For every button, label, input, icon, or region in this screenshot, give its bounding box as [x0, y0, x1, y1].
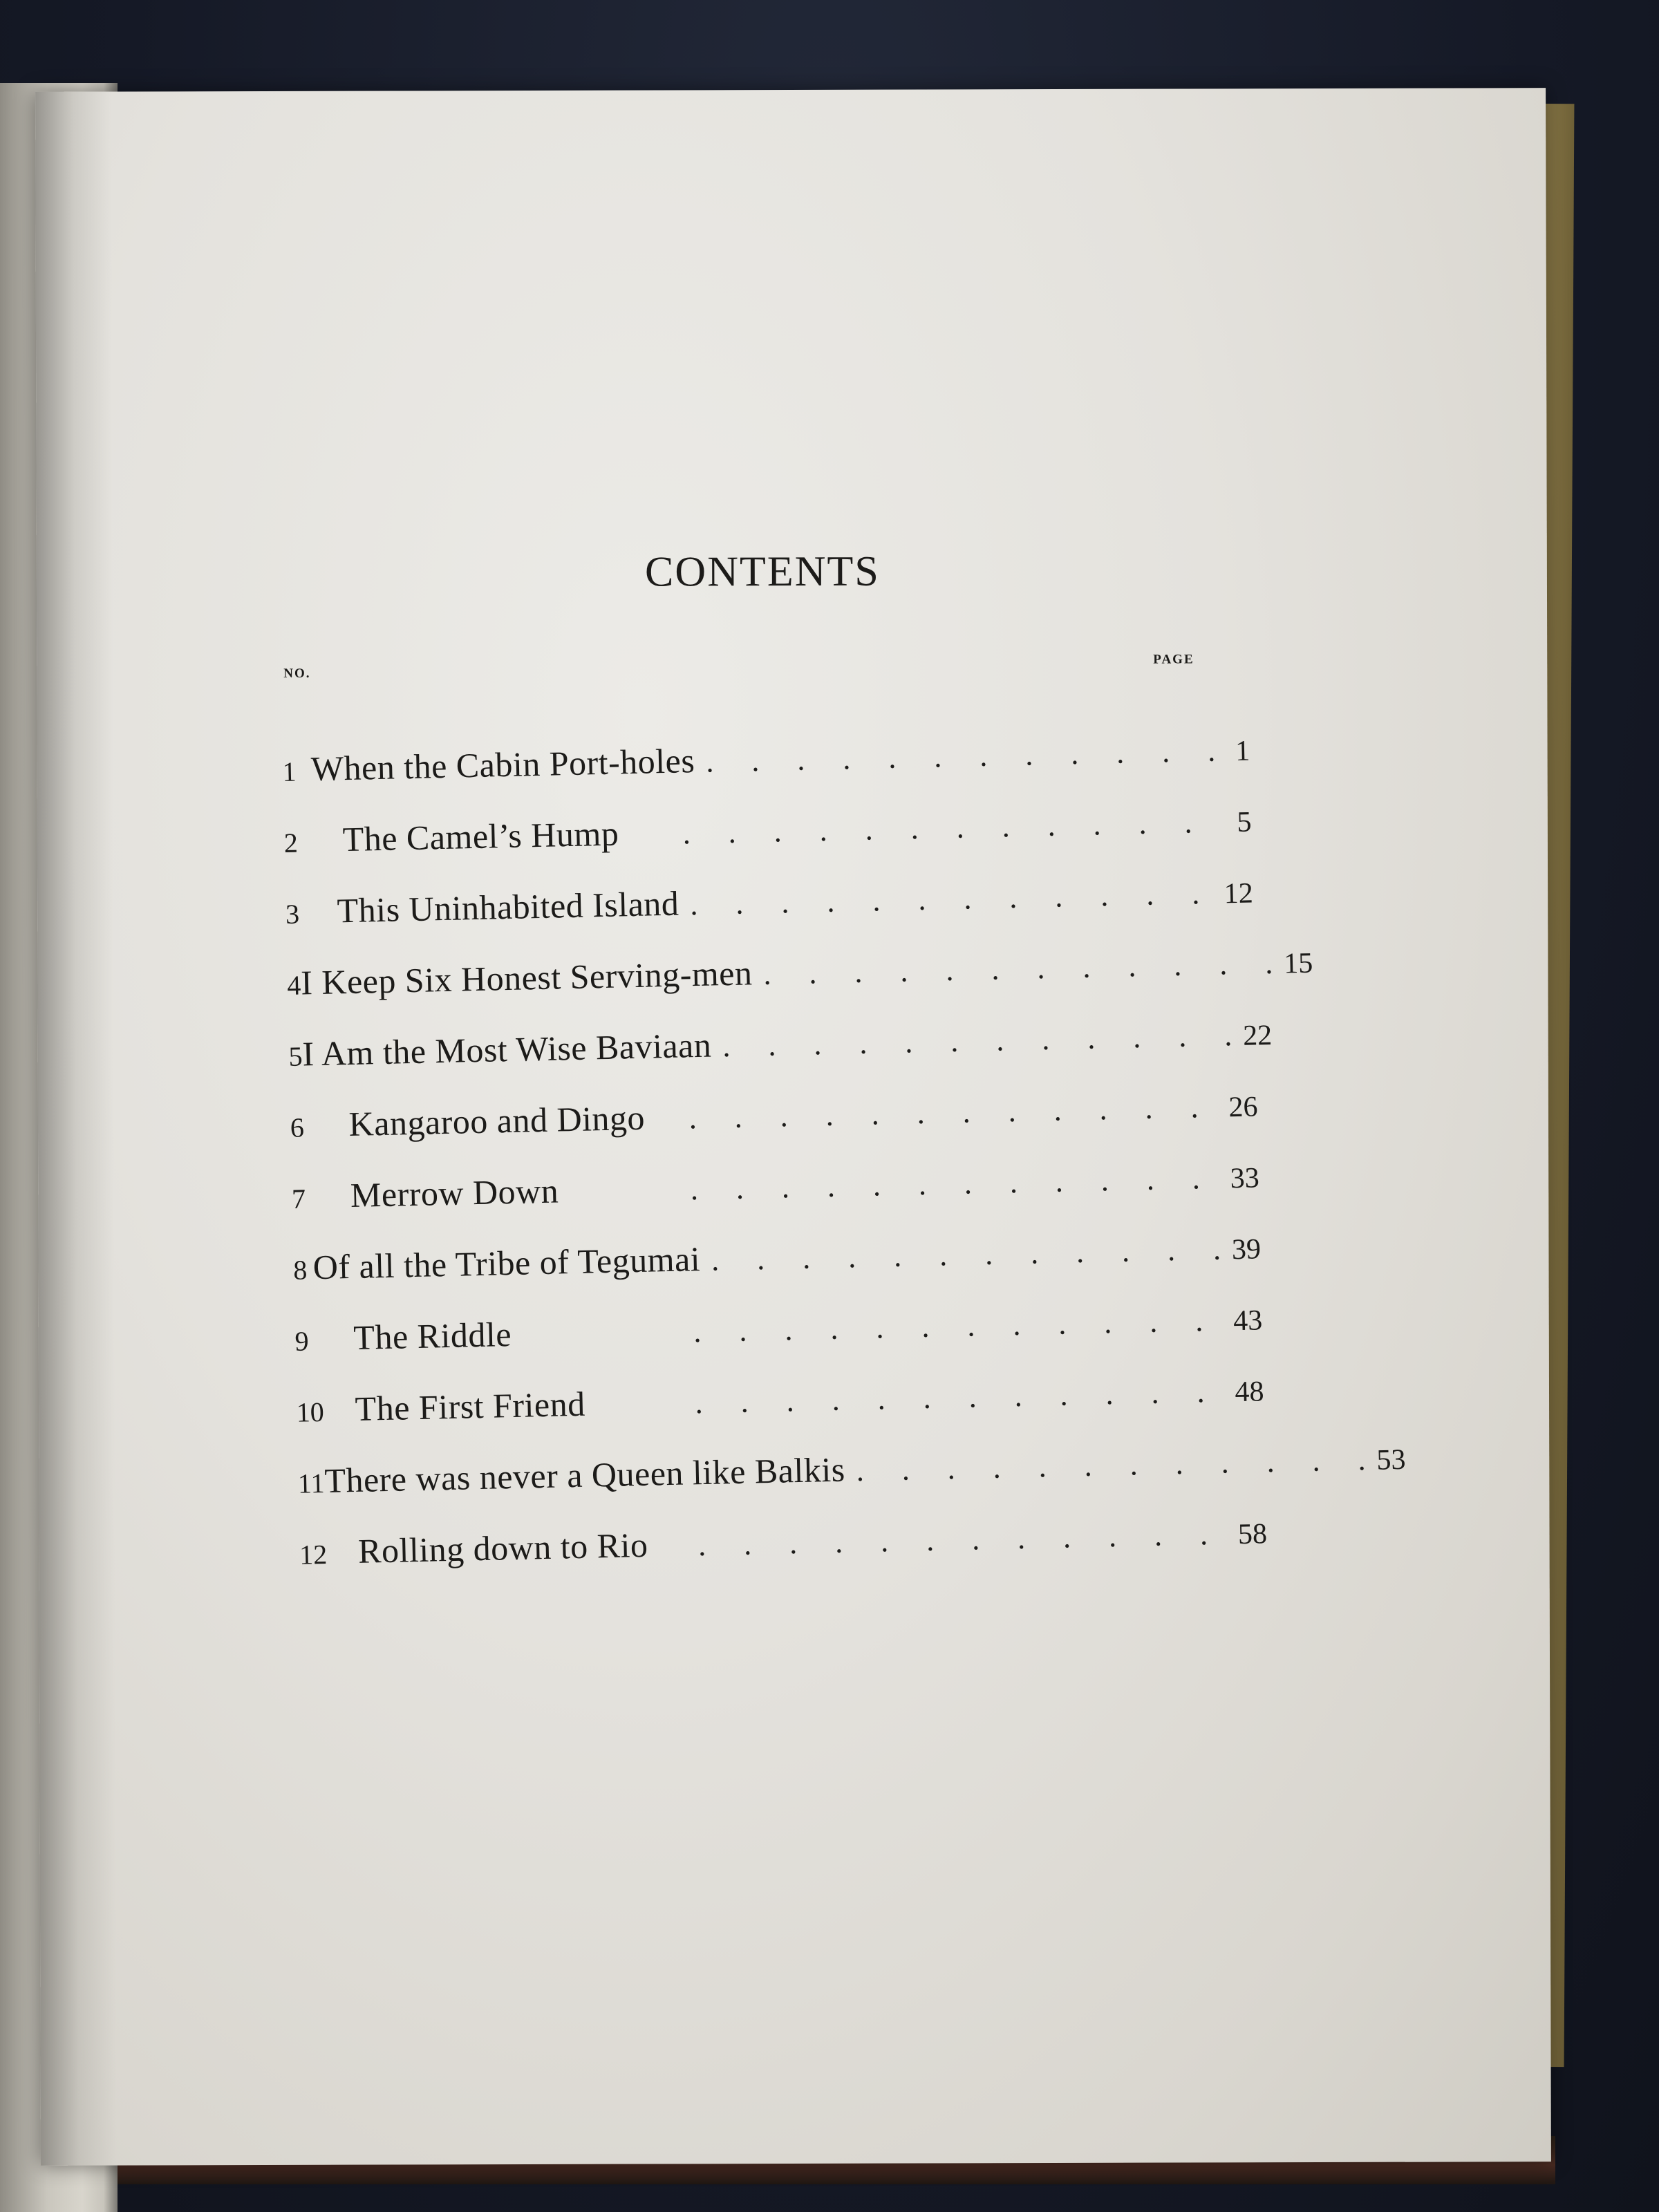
dot-leader: . . . . . . . . . . . .: [695, 1375, 1205, 1421]
entry-page-number: 26: [1228, 1091, 1258, 1124]
dot-leader: . . . . . . . . . . . .: [690, 1161, 1201, 1207]
entry-page-number: 1: [1235, 735, 1250, 767]
toc-entry: [299, 1511, 1268, 1588]
book-page: [35, 88, 1551, 2166]
number-column-header: NO.: [283, 666, 311, 681]
entry-page-number: 39: [1231, 1233, 1262, 1266]
entry-title: I Keep Six Honest Serving-men: [300, 953, 753, 1002]
entry-page-number: 15: [1283, 947, 1313, 980]
toc-entry: [296, 1369, 1264, 1445]
contents-page: [35, 88, 1551, 2166]
entry-number: 12: [299, 1538, 328, 1571]
entry-page-number: 33: [1230, 1162, 1260, 1195]
toc-entry: [297, 1440, 1406, 1517]
entry-title: The First Friend: [355, 1384, 586, 1428]
entry-number: 11: [297, 1467, 326, 1499]
entry-page-number: 5: [1236, 806, 1252, 838]
entry-title: Of all the Tribe of Tegumai: [312, 1239, 701, 1287]
dot-leader: . . . . . . . . . . . .: [722, 1018, 1232, 1064]
entry-number: 9: [294, 1325, 310, 1357]
entry-page-number: 12: [1224, 877, 1254, 910]
entry-number: 4: [286, 969, 301, 1001]
entry-number: 6: [290, 1112, 305, 1143]
entry-title: I Am the Most Wise Baviaan: [301, 1025, 712, 1074]
dot-leader: . . . . . . . . . . . .: [762, 946, 1273, 991]
dot-leader: . . . . . . . . . . . .: [705, 733, 1216, 779]
entry-title: There was never a Queen like Balkis: [324, 1450, 846, 1500]
toc-entry: [294, 1297, 1263, 1374]
dot-leader: . . . . . . . . . . . .: [856, 1443, 1367, 1488]
entry-title: The Riddle: [353, 1315, 512, 1357]
entry-number: 5: [288, 1040, 303, 1072]
dot-leader: . . . . . . . . . . . .: [711, 1232, 1221, 1277]
entry-page-number: 53: [1376, 1443, 1406, 1477]
toc-entry: [291, 1155, 1259, 1232]
contents-list: [22, 64, 1577, 2170]
entry-number: 10: [296, 1396, 325, 1428]
entry-title: The Camel’s Hump: [342, 814, 619, 859]
toc-entry: [293, 1226, 1262, 1303]
toc-entry: [285, 870, 1253, 947]
toc-entry: [283, 799, 1252, 876]
dot-leader: . . . . . . . . . . . .: [693, 1304, 1203, 1349]
dot-leader: . . . . . . . . . . . .: [689, 877, 1200, 922]
entry-number: 2: [283, 827, 299, 859]
entry-title: Rolling down to Rio: [357, 1525, 648, 1571]
dot-leader: . . . . . . . . . . . .: [682, 805, 1192, 851]
entry-number: 7: [291, 1183, 306, 1215]
entry-number: 1: [282, 756, 297, 788]
toc-entry: [288, 1013, 1273, 1089]
toc-entry: [286, 941, 1313, 1018]
toc-entry: [282, 728, 1250, 805]
entry-title: When the Cabin Port-holes: [310, 741, 695, 789]
entry-page-number: 48: [1234, 1376, 1264, 1409]
entry-page-number: 43: [1232, 1304, 1263, 1338]
entry-title: Merrow Down: [350, 1171, 559, 1215]
entry-title: Kangaroo and Dingo: [348, 1098, 646, 1144]
entry-number: 3: [285, 898, 300, 930]
toc-entry: [290, 1084, 1258, 1161]
entry-title: This Uninhabited Island: [337, 883, 679, 930]
entry-number: 8: [292, 1254, 308, 1286]
page-column-header: PAGE: [1153, 652, 1194, 667]
entry-page-number: 58: [1237, 1518, 1268, 1551]
page-title: CONTENTS: [644, 547, 880, 596]
dot-leader: . . . . . . . . . . . .: [688, 1090, 1199, 1136]
dot-leader: . . . . . . . . . . . .: [697, 1517, 1208, 1563]
entry-page-number: 22: [1242, 1019, 1273, 1052]
